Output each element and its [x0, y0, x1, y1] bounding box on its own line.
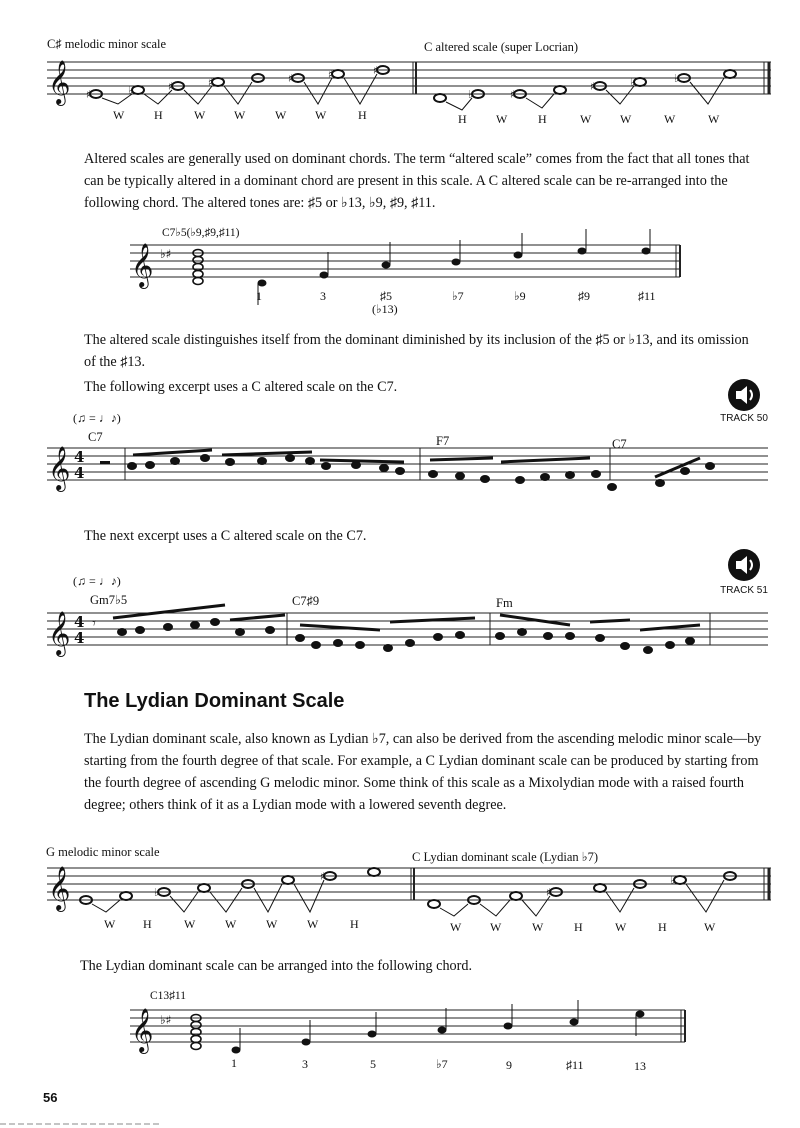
- chord-symbol-c7: C7: [612, 437, 627, 451]
- step-label: W: [615, 920, 627, 934]
- svg-text:♭: ♭: [674, 72, 680, 85]
- svg-text:♯: ♯: [288, 72, 294, 85]
- step-label: W: [620, 112, 632, 126]
- step-label: H: [574, 920, 583, 934]
- degree-label: 1: [256, 289, 262, 303]
- treble-clef-icon: 𝄞: [48, 446, 71, 490]
- svg-text:♯: ♯: [320, 870, 326, 883]
- step-label: W: [266, 917, 278, 931]
- svg-text:♭: ♭: [468, 88, 474, 101]
- chord-symbol-fm: Fm: [496, 596, 513, 610]
- step-label: W: [275, 108, 287, 122]
- treble-clef-icon: 𝄞: [48, 60, 71, 104]
- step-label: W: [708, 112, 720, 126]
- degree-label: ♯5: [380, 289, 392, 303]
- svg-text:♯: ♯: [208, 76, 214, 89]
- chord-symbol-c7: C7: [88, 430, 103, 444]
- degree-label: 13: [634, 1059, 646, 1073]
- step-label: W: [307, 917, 319, 931]
- swing-marking-2: (♫ = ♩♪): [73, 574, 121, 588]
- svg-text:♯: ♯: [510, 88, 516, 101]
- svg-text:𝄾: 𝄾: [92, 614, 96, 632]
- step-label: W: [450, 920, 462, 934]
- svg-text:♭: ♭: [154, 886, 160, 899]
- step-label: W: [315, 108, 327, 122]
- step-label: H: [154, 108, 163, 122]
- degree-label: 9: [506, 1058, 512, 1072]
- step-label: H: [658, 920, 667, 934]
- step-label: W: [496, 112, 508, 126]
- step-label: H: [143, 917, 152, 931]
- page-number: 56: [43, 1090, 58, 1105]
- svg-text:♭♯: ♭♯: [160, 247, 172, 261]
- c-altered-scale-caption: C altered scale (super Locrian): [424, 40, 579, 54]
- step-label: W: [234, 108, 246, 122]
- staff-1: [47, 62, 771, 94]
- staff-2: [130, 245, 680, 277]
- degree-label: ♯11: [566, 1058, 584, 1072]
- degree-label: 3: [320, 289, 326, 303]
- csharp-melodic-minor-caption: C♯ melodic minor scale: [47, 37, 167, 51]
- staff-6: [130, 1010, 685, 1042]
- step-label: W: [704, 920, 716, 934]
- svg-text:♭: ♭: [128, 84, 134, 97]
- paragraph-lydian-dominant: The Lydian dominant scale, also known as Lydian ♭7, can also be derived from the ascending melodic minor scale—by starting from the fourth degree of that scale. For example, a C Lydian dominant scale can be produced by starting from the fourth degree of ascending G melodic minor. Some think of this scale as a Mixolydian mode with a raised fourth degree; others think of it as a Lydian mode with a lowered seventh degree.: [84, 731, 762, 813]
- chord-symbol-1: C7♭5(♭9,♯9,♯11): [162, 227, 240, 239]
- degree-label: ♭7: [436, 1057, 448, 1071]
- svg-text:4: 4: [74, 464, 85, 482]
- degree-label: 3: [302, 1057, 308, 1071]
- step-label: W: [532, 920, 544, 934]
- swing-marking-1: (♫ = ♩♪): [73, 411, 121, 425]
- step-label: H: [458, 112, 467, 126]
- degree-label: ♭7: [452, 289, 464, 303]
- speaker-icon: [728, 549, 760, 581]
- svg-text:4: 4: [74, 613, 85, 631]
- c-lydian-dominant-caption: C Lydian dominant scale (Lydian ♭7): [412, 850, 599, 864]
- svg-text:♯: ♯: [86, 88, 92, 101]
- step-label: W: [104, 917, 116, 931]
- degree-label: ♯11: [638, 289, 656, 303]
- treble-clef-icon: 𝄞: [48, 866, 71, 910]
- chord-symbol-c7sharp9: C7♯9: [292, 594, 320, 608]
- svg-text:♯: ♯: [546, 886, 552, 899]
- step-label: W: [194, 108, 206, 122]
- paragraph-altered-scales: Altered scales are generally used on dominant chords. The term “altered scale” comes from the fact that all tones that can be typically altered in a dominant chord are present in this scale. A C altered scale can be re-arranged into the following chord. The altered tones are: ♯5 or ♭13, ♭9, ♯9, ♯11.: [84, 151, 750, 211]
- step-label: H: [538, 112, 547, 126]
- step-label: W: [184, 917, 196, 931]
- step-label: W: [664, 112, 676, 126]
- svg-text:♯: ♯: [168, 80, 174, 93]
- svg-text:♯: ♯: [373, 64, 379, 77]
- g-melodic-minor-caption: G melodic minor scale: [46, 845, 160, 859]
- chord-symbol-2: C13♯11: [150, 990, 186, 1002]
- step-label: W: [225, 917, 237, 931]
- paragraph-next-excerpt: The next excerpt uses a C altered scale on the C7.: [84, 528, 367, 544]
- degree-label: 5: [370, 1057, 376, 1071]
- treble-clef-icon: 𝄞: [48, 611, 71, 655]
- svg-text:♯: ♯: [328, 68, 334, 81]
- step-label: W: [490, 920, 502, 934]
- degree-label: 1: [231, 1056, 237, 1070]
- svg-text:♭: ♭: [630, 76, 636, 89]
- chord-symbol-f7: F7: [436, 434, 450, 448]
- treble-clef-icon: 𝄞: [131, 243, 154, 287]
- track-50-label: TRACK 50: [720, 413, 768, 424]
- svg-text:♯: ♯: [590, 80, 596, 93]
- degree-label: ♯9: [578, 289, 590, 303]
- paragraph-following-excerpt: The following excerpt uses a C altered scale on the C7.: [84, 379, 398, 395]
- paragraph-arranged-chord: The Lydian dominant scale can be arranged into the following chord.: [80, 958, 472, 974]
- svg-text:4: 4: [74, 629, 85, 647]
- step-label: W: [113, 108, 125, 122]
- chord-symbol-gm7b5: Gm7♭5: [90, 593, 128, 607]
- section-title: The Lydian Dominant Scale: [84, 690, 345, 712]
- track-51-label: TRACK 51: [720, 585, 768, 596]
- svg-text:♭♯: ♭♯: [160, 1013, 172, 1027]
- svg-text:4: 4: [74, 448, 85, 466]
- step-label: W: [580, 112, 592, 126]
- paragraph-distinguishes: The altered scale distinguishes itself from the dominant diminished by its inclusion of the ♯5 or ♭13, and its omission of the ♯13.: [84, 332, 749, 370]
- step-label: H: [350, 917, 359, 931]
- step-label: H: [358, 108, 367, 122]
- scale-notes-4: [80, 868, 736, 908]
- chord-2-notes: [160, 1011, 645, 1054]
- svg-text:♭: ♭: [670, 874, 676, 887]
- speaker-icon: [728, 379, 760, 411]
- degree-label: ♭9: [514, 289, 526, 303]
- degree-sub-label: (♭13): [372, 302, 398, 316]
- treble-clef-icon: 𝄞: [131, 1008, 154, 1052]
